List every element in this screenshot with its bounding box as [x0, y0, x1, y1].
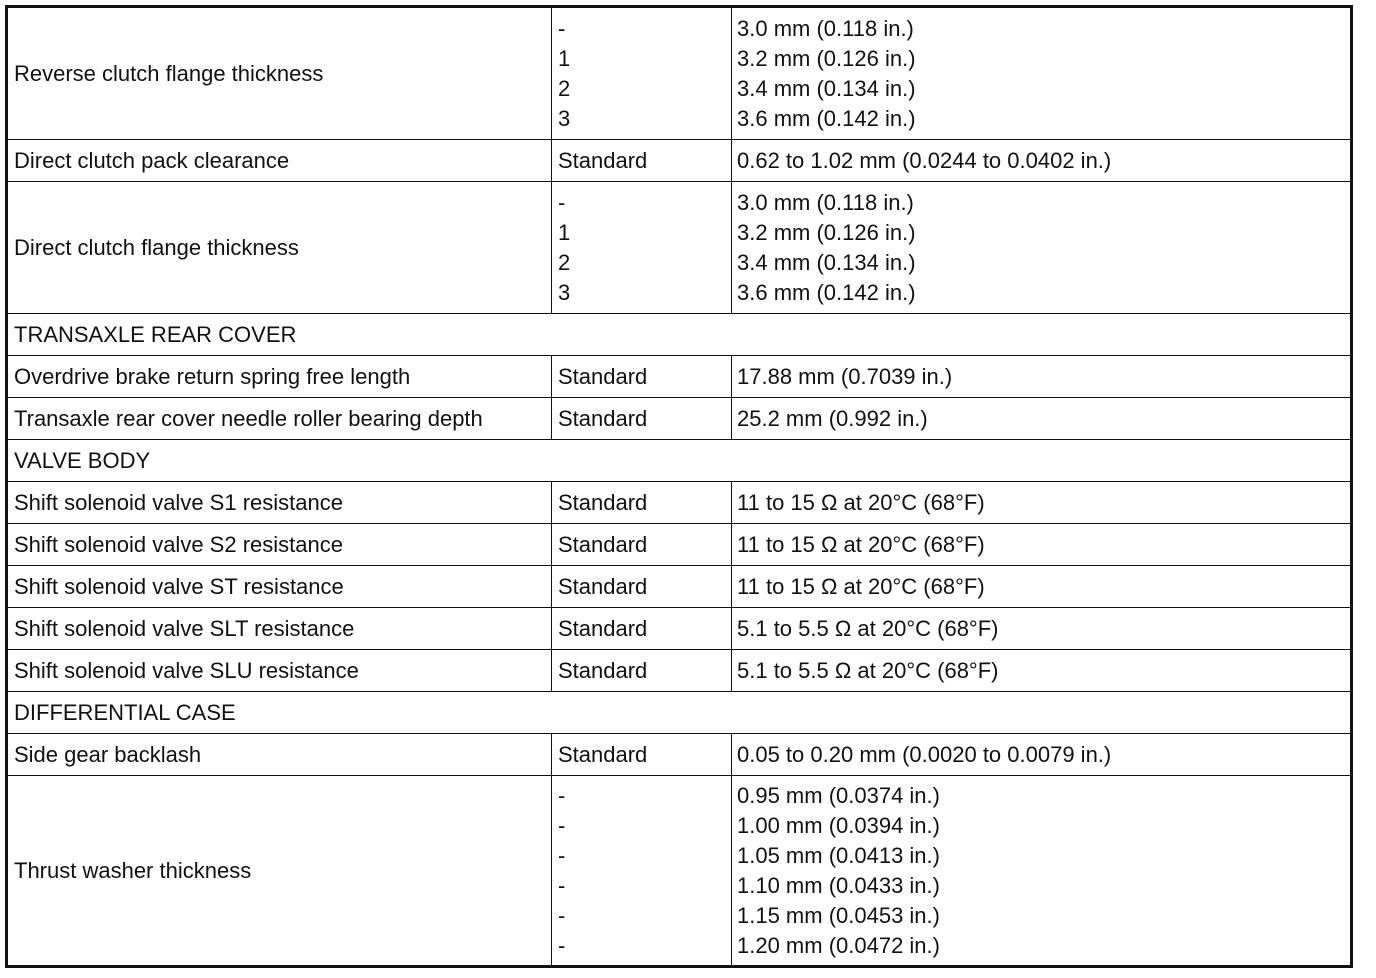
table-row	[7, 182, 1352, 314]
table-row	[7, 650, 1352, 692]
item-cell: Overdrive brake return spring free length	[7, 356, 552, 398]
condition-cell: Standard	[552, 566, 732, 608]
value-text: 3.0 mm (0.118 in.)	[737, 15, 914, 41]
value-cell: 5.1 to 5.5 Ω at 20°C (68°F)	[732, 650, 1352, 692]
condition-cell: Standard	[552, 140, 732, 182]
mark-text: 2	[558, 249, 571, 275]
value-text: 3.4 mm (0.134 in.)	[737, 75, 916, 101]
item-cell: Shift solenoid valve S1 resistance	[7, 482, 552, 524]
mark-text: -	[558, 189, 566, 215]
table-row	[7, 7, 1352, 140]
table-row	[7, 776, 1352, 967]
item-cell: Thrust washer thickness	[7, 776, 552, 967]
table-row	[7, 734, 1352, 776]
mark-text: 1	[558, 45, 571, 71]
table-row	[7, 608, 1352, 650]
value-cell: 5.1 to 5.5 Ω at 20°C (68°F)	[732, 608, 1352, 650]
mark-text: 1	[558, 219, 571, 245]
value-cell	[732, 182, 1352, 314]
item-cell: Shift solenoid valve SLU resistance	[7, 650, 552, 692]
value-cell: 0.05 to 0.20 mm (0.0020 to 0.0079 in.)	[732, 734, 1352, 776]
condition-cell: Standard	[552, 524, 732, 566]
value-cell: 11 to 15 Ω at 20°C (68°F)	[732, 524, 1352, 566]
condition-cell: Standard	[552, 734, 732, 776]
section-row	[7, 440, 1352, 482]
condition-cell: Standard	[552, 398, 732, 440]
section-row	[7, 314, 1352, 356]
condition-cell: Standard	[552, 482, 732, 524]
item-cell: Shift solenoid valve SLT resistance	[7, 608, 552, 650]
mark-cell	[552, 182, 732, 314]
item-cell: Side gear backlash	[7, 734, 552, 776]
mark-text: -	[558, 812, 566, 838]
mark-text: -	[558, 842, 566, 868]
value-text: 3.6 mm (0.142 in.)	[737, 105, 916, 131]
value-cell: 17.88 mm (0.7039 in.)	[732, 356, 1352, 398]
value-text: 1.20 mm (0.0472 in.)	[737, 932, 940, 958]
value-text: 1.00 mm (0.0394 in.)	[737, 812, 940, 838]
item-cell: Direct clutch pack clearance	[7, 140, 552, 182]
table-row	[7, 482, 1352, 524]
value-text: 3.0 mm (0.118 in.)	[737, 189, 914, 215]
section-title: VALVE BODY	[7, 440, 1352, 482]
mark-text: -	[558, 15, 566, 41]
value-cell: 11 to 15 Ω at 20°C (68°F)	[732, 482, 1352, 524]
mark-text: -	[558, 782, 566, 808]
condition-cell: Standard	[552, 608, 732, 650]
table-row	[7, 356, 1352, 398]
table-row	[7, 398, 1352, 440]
value-text: 3.4 mm (0.134 in.)	[737, 249, 916, 275]
specification-table-body	[7, 7, 1352, 967]
section-title: DIFFERENTIAL CASE	[7, 692, 1352, 734]
item-cell: Shift solenoid valve S2 resistance	[7, 524, 552, 566]
table-row	[7, 140, 1352, 182]
item-cell: Reverse clutch flange thickness	[7, 7, 552, 140]
value-text: 3.2 mm (0.126 in.)	[737, 219, 916, 245]
value-cell: 0.62 to 1.02 mm (0.0244 to 0.0402 in.)	[732, 140, 1352, 182]
section-title: TRANSAXLE REAR COVER	[7, 314, 1352, 356]
table-row	[7, 566, 1352, 608]
value-cell: 11 to 15 Ω at 20°C (68°F)	[732, 566, 1352, 608]
mark-text: 2	[558, 75, 571, 101]
value-cell	[732, 776, 1352, 967]
value-text: 1.15 mm (0.0453 in.)	[737, 902, 940, 928]
value-text: 0.95 mm (0.0374 in.)	[737, 782, 940, 808]
specification-table	[5, 5, 1353, 968]
value-cell	[732, 7, 1352, 140]
item-cell: Transaxle rear cover needle roller bearing depth	[7, 398, 552, 440]
item-cell: Shift solenoid valve ST resistance	[7, 566, 552, 608]
mark-text: 3	[558, 279, 571, 305]
value-text: 1.10 mm (0.0433 in.)	[737, 872, 940, 898]
mark-text: 3	[558, 105, 571, 131]
mark-text: -	[558, 902, 566, 928]
value-text: 3.2 mm (0.126 in.)	[737, 45, 916, 71]
value-cell: 25.2 mm (0.992 in.)	[732, 398, 1352, 440]
section-row	[7, 692, 1352, 734]
mark-text: -	[558, 932, 566, 958]
mark-cell	[552, 7, 732, 140]
condition-cell: Standard	[552, 356, 732, 398]
mark-text: -	[558, 872, 566, 898]
mark-cell	[552, 776, 732, 967]
value-text: 1.05 mm (0.0413 in.)	[737, 842, 940, 868]
table-row	[7, 524, 1352, 566]
value-text: 3.6 mm (0.142 in.)	[737, 279, 916, 305]
item-cell: Direct clutch flange thickness	[7, 182, 552, 314]
condition-cell: Standard	[552, 650, 732, 692]
